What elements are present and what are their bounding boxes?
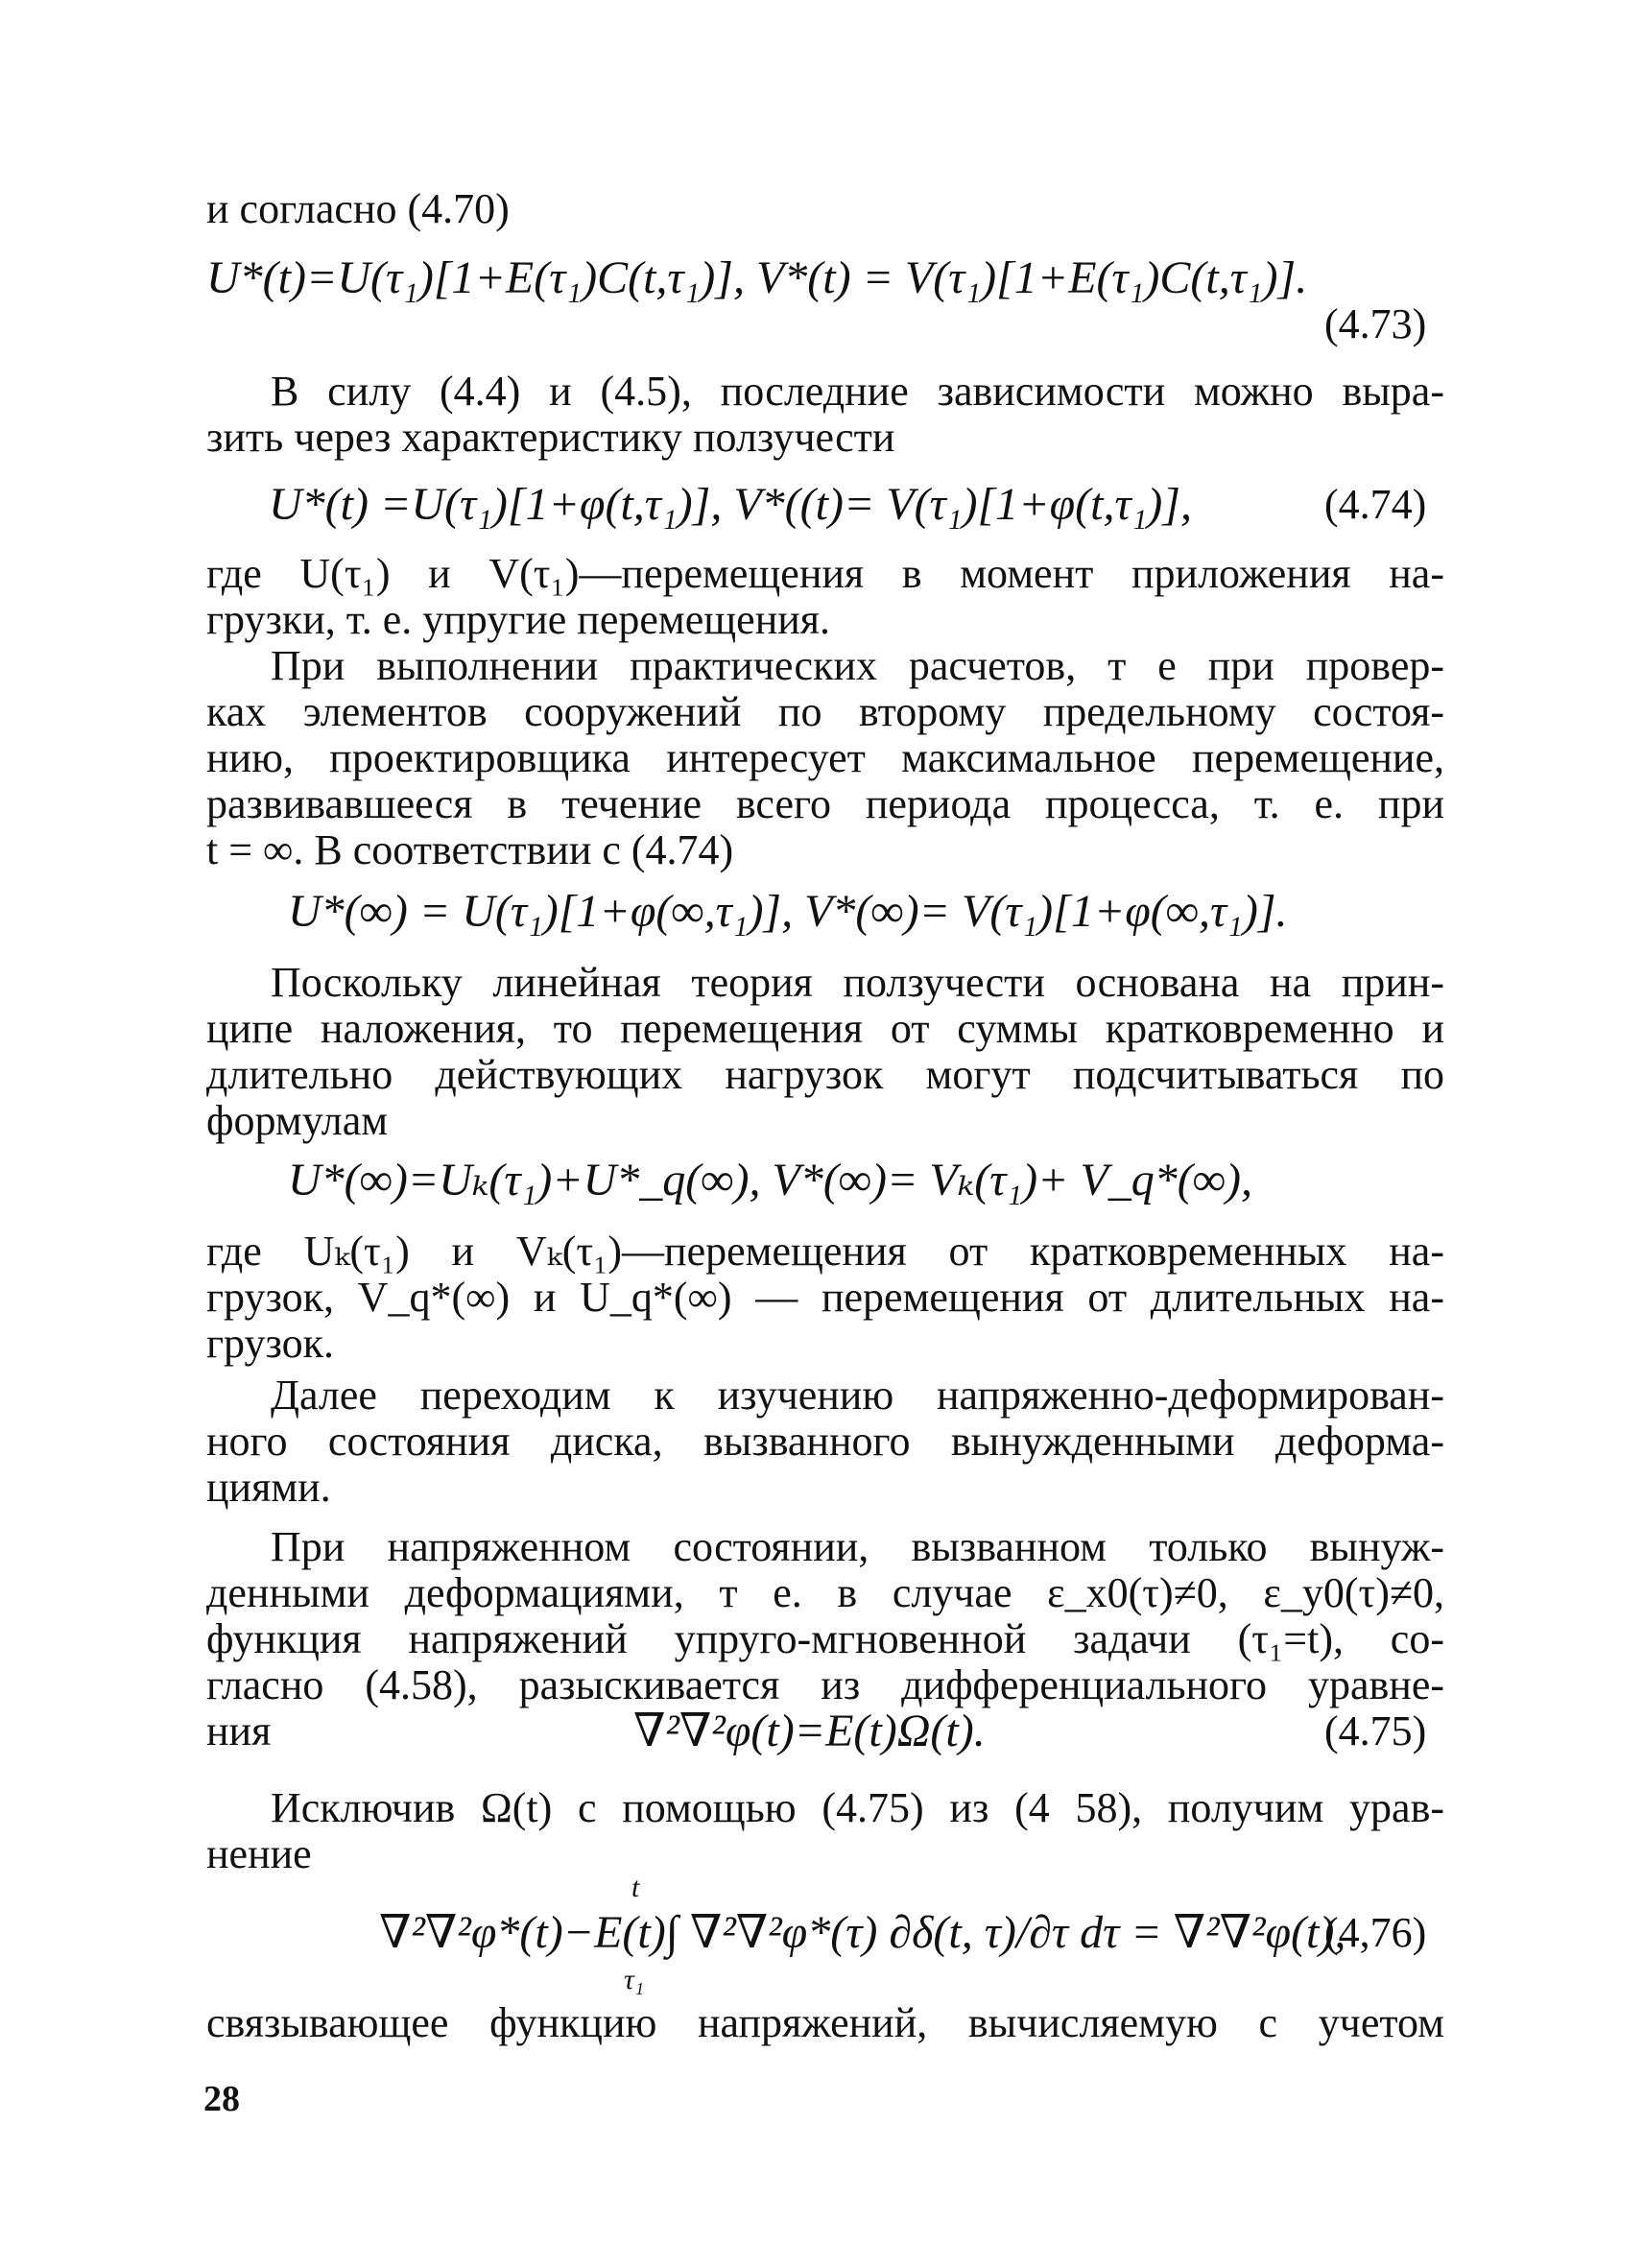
equation-number: (4.75) (1324, 1707, 1427, 1755)
text-line: и согласно (4.70) (206, 185, 510, 232)
equation-number: (4.73) (1324, 300, 1427, 347)
text-line: Исключив Ω(t) с помощью (4.75) из (4 58), получим урав- (271, 1784, 1444, 1831)
page-number: 28 (203, 2079, 240, 2119)
text-line: развивавшееся в течение всего периода процесса, т. е. при (206, 780, 1444, 827)
text-line: Далее переходим к изучению напряженно-деформирован- (271, 1372, 1444, 1419)
formula-4-74: U*(t) =U(τ₁)[1+φ(t,τ₁)], V*((t)= V(τ₁)[1+φ(t,τ₁)], (269, 479, 1192, 530)
formula-superposition: U*(∞)=Uₖ(τ₁)+U*_q(∞), V*(∞)= Vₖ(τ₁)+ V_q*(∞), (288, 1155, 1252, 1206)
formula-4-73: U*(t)=U(τ₁)[1+E(τ₁)C(t,τ₁)], V*(t) = V(τ₁)[1+E(τ₁)C(t,τ₁)]. (206, 252, 1308, 303)
text-line: ципе наложения, то перемещения от суммы кратковременно и (206, 1005, 1444, 1052)
text-line: где Uₖ(τ₁) и Vₖ(τ₁)—перемещения от кратковременных на- (206, 1228, 1444, 1275)
formula-4-75: ∇²∇²φ(t)=E(t)Ω(t). (633, 1706, 986, 1756)
text-line: денными деформациями, т е. в случае ε_x0(τ)≠0, ε_y0(τ)≠0, (206, 1569, 1444, 1616)
text-line: функция напряжений упруго-мгновенной задачи (τ₁=t), со- (206, 1615, 1444, 1662)
text-line: длительно действующих нагрузок могут подсчитываться по (206, 1051, 1444, 1098)
text-line: При напряженном состоянии, вызванном только вынуж- (271, 1523, 1444, 1570)
text-line: гласно (4.58), разыскивается из дифференциального уравне- (206, 1661, 1444, 1708)
text-line: При выполнении практических расчетов, т е при провер- (271, 642, 1444, 689)
text-line: циями. (206, 1464, 331, 1511)
text-line: формулам (206, 1097, 389, 1144)
text-line: грузок. (206, 1320, 334, 1367)
text-line: нию, проектировщика интересует максимальное перемещение, (206, 734, 1444, 781)
integral-upper-limit: t (631, 1872, 640, 1903)
text-line: В силу (4.4) и (4.5), последние зависимости можно выра- (271, 368, 1444, 415)
equation-number: (4.74) (1324, 481, 1427, 528)
text-line: ного состояния диска, вызванного вынужденными деформа- (206, 1418, 1444, 1465)
text-line: связывающее функцию напряжений, вычисляемую с учетом (206, 1999, 1444, 2046)
formula-4-76: ∇²∇²φ*(t)−E(t)∫ ∇²∇²φ*(τ) ∂δ(t, τ)/∂τ dτ = ∇²∇²φ(t), (379, 1907, 1346, 1958)
text-line: грузки, т. е. упругие перемещения. (206, 596, 831, 643)
text-line: t = ∞. В соответствии с (4.74) (206, 826, 734, 873)
text-line: зить через характеристику ползучести (206, 414, 895, 461)
text-line: грузок, V_q*(∞) и U_q*(∞) — перемещения от длительных на- (206, 1274, 1444, 1321)
formula-infinity: U*(∞) = U(τ₁)[1+φ(∞,τ₁)], V*(∞)= V(τ₁)[1+φ(∞,τ₁)]. (288, 886, 1288, 937)
text-line: ния (206, 1707, 272, 1755)
equation-number: (4,76) (1324, 1909, 1427, 1956)
integral-lower-limit: τ₁ (624, 1964, 645, 1995)
text-line: нение (206, 1830, 312, 1877)
text-line: где U(τ₁) и V(τ₁)—перемещения в момент приложения на- (206, 550, 1444, 597)
text-line: ках элементов сооружений по второму предельному состоя- (206, 688, 1444, 735)
text-line: Поскольку линейная теория ползучести основана на прин- (271, 959, 1444, 1006)
